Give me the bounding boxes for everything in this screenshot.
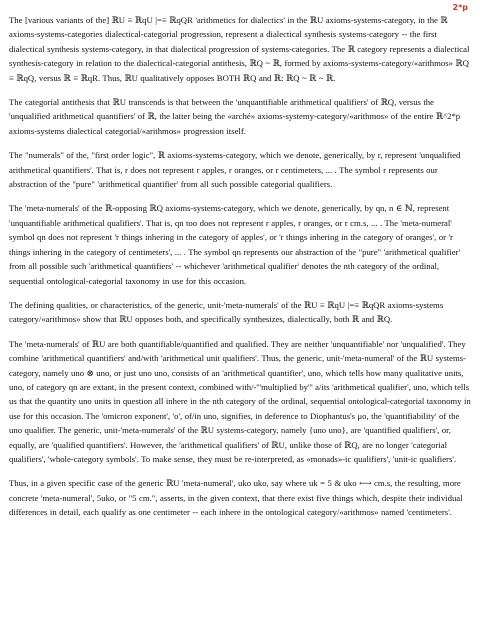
paragraph-defining-qualities: The defining qualities, or characteristics, of the generic, unit-'meta-numerals' of the ℝU ≡ ℝqU |=≡ ℝqQR axioms-systems category/«arithmos» show that ℝU opposes both, and specifically synthesizes, dialectically, both ℝ and ℝQ. — [9, 299, 444, 325]
paragraph-meta-numerals-q: The 'meta-numerals' of the ℝ-opposing ℝQ axioms-systems-category, which we denote, generically, by qn, n ∈ ℕ, represent 'unquantifiable arithmetical qualifiers'. That is, qn too does not represent r apples, r oranges, or r cm.s, ... . The 'meta-numeral' symbol qn does not represent 'r things inhering in the category of apples', or 'r things inhering in the category of oranges', or 'r things inhering in the category of centimeters', ... . The symbol qn represents our abstraction of the "pure" 'arithmetical qualifier' from all possible such 'arithmetical quantifiers' -- whichever 'arithmetical qualifier' denotes the nth category of the ordinal, sequential ontological-categorial taxonomy in use for this occasion. — [9, 203, 461, 286]
paragraph-dialectical-synthesis: The [various variants of the] ℝU ≡ ℝqU |=≡ ℝqQR 'arithmetics for dialectics' in the ℝU axioms-systems-category, in the ℝ axioms-systems-categories dialectical-categorial progression, represent a dialectical synthesis systems-category -- the first dialectical synthesis systems-category, in that dialectical progression of systems-categories. The ℝ category represents a dialectical synthesis-category in relation to the dialectical-categorial antithesis, ℝQ ~ ℝ, formed by axioms-systems-category/«arithmos» ℝQ ≡ ℝqQ, versus ℝ ≡ ℝqR. Thus, ℝU qualitatively opposes BOTH ℝQ and ℝ: ℝQ ~ ℝ ~ ℝ. — [9, 15, 470, 83]
paragraph-given-specific-case: Thus, in a given specific case of the generic ℝU 'meta-numeral', uko uko, say where uk = 5 & uko ⟷ cm.s, the resulting, more concrete 'meta-numeral', 5uko, or "5 cm.", asserts, in the given context, that there exist five things which, despite their individual differences in detail, each qualify as one centimeter -- each inhere in the ontological category/«arithmos» named 'centimeters'. — [9, 478, 463, 518]
paragraph-categorial-antithesis: The categorial antithesis that ℝU transcends is that between the 'unquantifiable arithmetical qualifiers' of ℝQ, versus the 'unqualified arithmetical quantifiers' of ℝ, the latter being the «arché» axioms-systemy-category/«arithmos» of the entire ℝ^2*p axioms-systems dialectical categorial/«arithmos» progression itself. — [9, 97, 461, 136]
paragraph-numerals-first-order-logic: The "numerals" of the, "first order logic", ℝ axioms-systems-category, which we denote, generically, by r, represent 'unqualified arithmetical quantifiers'. That is, r does not represent r apples, r oranges, or r centimeters, ... . The symbol r represents our abstraction of the "pure" 'arithmetical quantifier' from all such possible categorial qualifiers. — [9, 150, 461, 190]
corner-exponent-mark: 2*p — [452, 3, 468, 12]
paragraph-meta-numerals-u: The 'meta-numerals' of ℝU are both quantifiable/quantified and qualified. They are neither 'unquantifiable' nor 'unqualified'. They combine 'arithmetical quantifiers' and/with 'arithmetical unit qualifiers'. Thus, the generic, unit-'meta-numeral' of the ℝU systems-category, namely uno ⊗ uno, or just uno uno, consists of an 'arithmetical quantifier', uno, which tells how many qualitative units, uno, of category qn are extant, in the present context, combined with/-'''multiplied by''' a/its 'arithmetical qualifier', uno, which tells us that the quantity uno units in question all inhere in the nth category of the ordinal, sequential ontological-categorial taxonomy in use for this occasion. The 'omicron exponent', 'o', of/in uno, signifies, in deference to Diophantus's μo, the 'quantifiability' of the uno qualifier. The generic, unit-'meta-numerals' of the ℝU systems-category, namely {uno uno}, are 'quantified qualifiers', or, equally, are 'qualified quantifiers'. However, the 'arithmetical qualifiers' of ℝU, unlike those of ℝQ, are no longer 'categorial qualifiers', 'whole-category symbols'. To make sense, they must be re-interpreted, as «monads»-ic qualifiers', 'unit-ic qualifiers'. — [9, 338, 471, 464]
